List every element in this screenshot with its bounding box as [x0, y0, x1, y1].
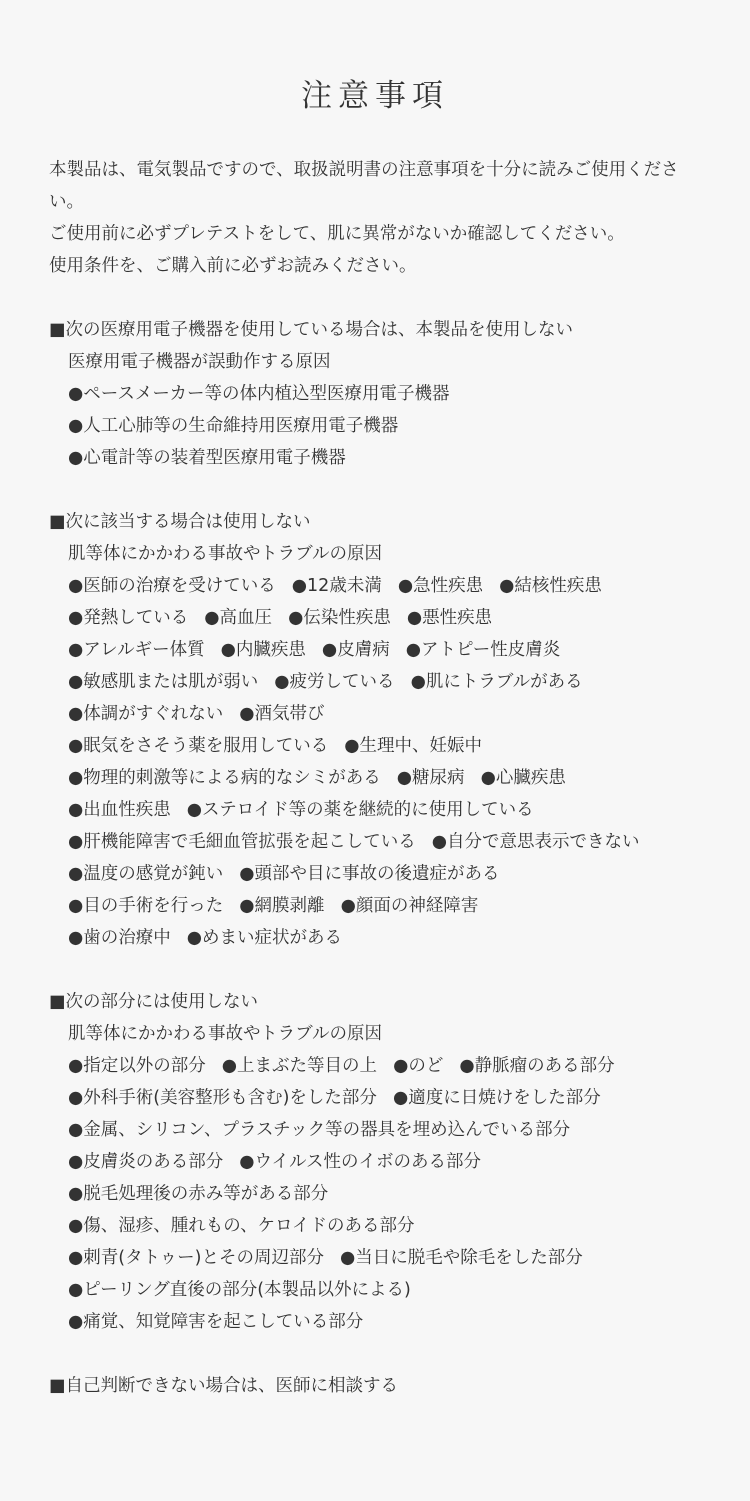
bullet-row [49, 858, 709, 890]
bullet-item: ●医師の治療を受けている [68, 576, 276, 596]
bullet-item: ●のど [393, 1056, 444, 1076]
sections [49, 282, 709, 1338]
bullet-item: ●酒気帯び [239, 704, 325, 724]
caution-section [49, 314, 709, 474]
section-subheading: 肌等体にかかわる事故やトラブルの原因 [68, 544, 382, 564]
bullet-item: ●眠気をさそう薬を服用している [68, 736, 329, 756]
section-heading: ■次に該当する場合は使用しない [49, 512, 311, 532]
bullet-row [49, 1082, 709, 1114]
bullet-item: ●急性疾患 [397, 576, 484, 596]
bullet-row [49, 410, 709, 442]
bullet-item: ●内臓疾患 [220, 640, 306, 660]
bullet-item: ●ペースメーカー等の体内植込型医療用電子機器 [68, 384, 450, 404]
bullet-item: ●物理的刺激等による病的なシミがある [68, 768, 381, 788]
bullet-item: ●発熱している [68, 608, 189, 628]
bullet-row [49, 666, 709, 698]
bullet-item: ●アトピー性皮膚炎 [405, 640, 561, 660]
bullet-item: ●適度に日焼けをした部分 [392, 1088, 601, 1108]
bullet-item: ●歯の治療中 [68, 928, 171, 948]
bullet-row [49, 1274, 709, 1306]
spacer [49, 282, 709, 314]
bullet-row [49, 1242, 709, 1274]
bullet-row [49, 730, 709, 762]
bullet-item: ●金属、シリコン、プラスチック等の器具を埋め込んでいる部分 [68, 1120, 571, 1140]
section-heading: ■次の部分には使用しない [49, 992, 259, 1012]
bullet-row [49, 890, 709, 922]
bullet-item: ●出血性疾患 [68, 800, 171, 820]
bullet-row [49, 1210, 709, 1242]
section-subheading: 医療用電子機器が誤動作する原因 [68, 352, 331, 372]
intro-line: 使用条件を、ご購入前に必ずお読みください。 [49, 256, 417, 276]
bullet-item: ●温度の感覚が鈍い [68, 864, 224, 884]
bullet-item: ●敏感肌または肌が弱い [68, 672, 259, 692]
bullet-item: ●人工心肺等の生命維持用医療用電子機器 [68, 416, 399, 436]
spacer [49, 954, 709, 986]
bullet-item: ●悪性疾患 [406, 608, 493, 628]
spacer [49, 1338, 709, 1370]
bullet-item: ●結核性疾患 [499, 576, 602, 596]
page-title: 注意事項 [301, 78, 449, 114]
bullet-row [49, 1114, 709, 1146]
bullet-row [49, 698, 709, 730]
section-subheading: 肌等体にかかわる事故やトラブルの原因 [68, 1024, 382, 1044]
bullet-item: ●痛覚、知覚障害を起こしている部分 [68, 1312, 364, 1332]
bullet-item: ●外科手術(美容整形も含む)をした部分 [68, 1088, 377, 1108]
bullet-item: ●心電計等の装着型医療用電子機器 [68, 448, 346, 468]
bullet-item: ●めまい症状がある [186, 928, 343, 948]
bullet-item: ●皮膚炎のある部分 [68, 1152, 224, 1172]
bullet-row [49, 1050, 709, 1082]
bullet-row [49, 1306, 709, 1338]
caution-content [49, 154, 709, 1402]
bullet-row [49, 794, 709, 826]
bullet-row [49, 762, 709, 794]
bullet-item: ●伝染性疾患 [288, 608, 391, 628]
bullet-item: ●上まぶた等目の上 [221, 1056, 378, 1076]
bullet-item: ●皮膚病 [321, 640, 390, 660]
bullet-row [49, 570, 709, 602]
bullet-item: ●生理中、妊娠中 [344, 736, 483, 756]
bullet-item: ●高血圧 [204, 608, 273, 628]
bullet-item: ●傷、湿疹、腫れもの、ケロイドのある部分 [68, 1216, 415, 1236]
bullet-item: ●網膜剥離 [239, 896, 325, 916]
bullet-row [49, 634, 709, 666]
intro-line: 本製品は、電気製品ですので、取扱説明書の注意事項を十分に読みご使用ください。 [49, 160, 679, 212]
bullet-item: ●自分で意思表示できない [431, 832, 640, 852]
intro-block [49, 154, 709, 282]
spacer [49, 474, 709, 506]
bullet-row [49, 1178, 709, 1210]
bullet-item: ●アレルギー体質 [68, 640, 205, 660]
bullet-item: ●ピーリング直後の部分(本製品以外による) [68, 1280, 411, 1300]
bullet-item: ●糖尿病 [396, 768, 465, 788]
bullet-item: ●体調がすぐれない [68, 704, 224, 724]
bullet-row [49, 1146, 709, 1178]
caution-section [49, 506, 709, 954]
bullet-item: ●目の手術を行った [68, 896, 224, 916]
bullet-item: ●肌にトラブルがある [410, 672, 583, 692]
bullet-row [49, 378, 709, 410]
bullet-item: ●指定以外の部分 [68, 1056, 206, 1076]
bullet-item: ●顔面の神経障害 [340, 896, 479, 916]
bullet-item: ●脱毛処理後の赤み等がある部分 [68, 1184, 329, 1204]
bullet-item: ●当日に脱毛や除毛をした部分 [340, 1248, 583, 1268]
bullet-row [49, 922, 709, 954]
bullet-item: ●静脈瘤のある部分 [459, 1056, 615, 1076]
bullet-item: ●肝機能障害で毛細血管拡張を起こしている [68, 832, 416, 852]
bullet-row [49, 602, 709, 634]
section-heading: ■次の医療用電子機器を使用している場合は、本製品を使用しない [49, 320, 574, 340]
bullet-item: ●刺青(タトゥー)とその周辺部分 [68, 1248, 324, 1268]
bullet-row [49, 826, 709, 858]
bullet-item: ●ウイルス性のイボのある部分 [239, 1152, 482, 1172]
caution-section [49, 986, 709, 1338]
intro-line: ご使用前に必ずプレテストをして、肌に異常がないか確認してください。 [49, 224, 625, 244]
bullet-item: ●頭部や目に事故の後遺症がある [239, 864, 500, 884]
bullet-item: ●12歳未満 [291, 576, 382, 596]
closing-note: ■自己判断できない場合は、医師に相談する [49, 1376, 399, 1396]
bullet-item: ●疲労している [274, 672, 395, 692]
bullet-item: ●ステロイド等の薬を継続的に使用している [186, 800, 534, 820]
bullet-item: ●心臓疾患 [480, 768, 566, 788]
bullet-row [49, 442, 709, 474]
